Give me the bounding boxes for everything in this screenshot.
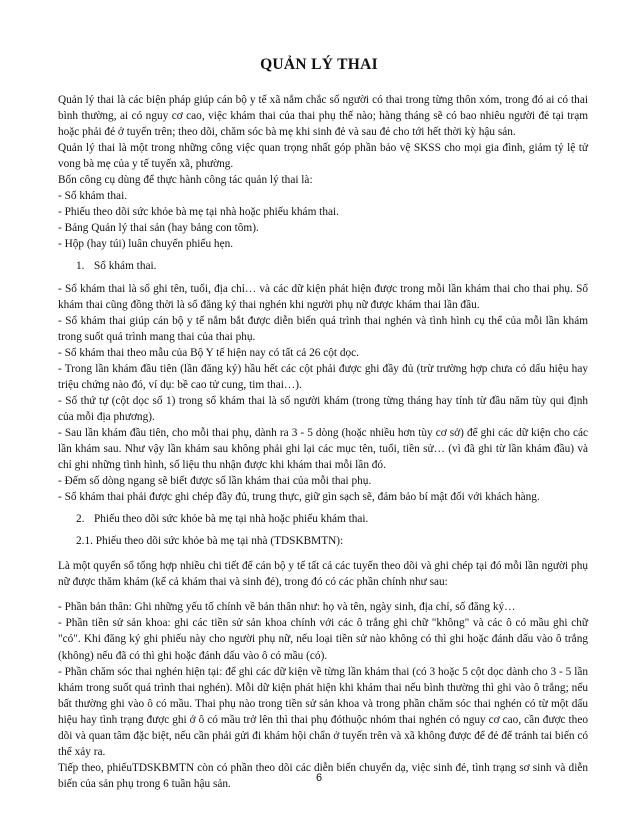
list-item: - Bảng Quản lý thai sản (hay bảng con tôm).	[58, 222, 259, 235]
section-heading	[58, 258, 588, 274]
section-heading	[58, 511, 588, 527]
paragraph: Tiếp theo, phiếuTDSKBMTN còn có phần theo dõi các diễn biến chuyển dạ, việc sinh đẻ, tình trạng sơ sinh và diễn biến của sản phụ trong 6 tuần hậu sản.	[58, 761, 588, 790]
paragraph: - Sổ khám thai phải được ghi chép đầy đủ, trung thực, giữ gìn sạch sẽ, đảm bảo bí mật đối với khách hàng.	[58, 491, 540, 504]
list-item: - Phiếu theo dõi sức khỏe bà mẹ tại nhà hoặc phiếu khám thai.	[58, 206, 339, 219]
paragraph: Quản lý thai là một trong những công việc quan trọng nhất góp phần bảo vệ SKSS cho mọi gia đình, giảm tỷ lệ tử vong bà mẹ của y tế tuyến xã, phường.	[58, 142, 588, 171]
paragraph: Là một quyển sổ tổng hợp nhiều chi tiết để cán bộ y tế tất cả các tuyến theo dõi và ghi chép tại đó mỗi lần người phụ nữ được thăm khám (kể cả khám thai và sinh đẻ), trong đó có các phần chính như sau:	[58, 560, 588, 589]
paragraph: - Đếm số dòng ngang sẽ biết được số lần khám thai của mỗi thai phụ.	[58, 475, 372, 488]
paragraph: - Phần bản thân: Ghi những yếu tố chính về bản thân như: họ và tên, ngày sinh, địa chỉ, số đăng ký…	[58, 601, 516, 614]
paragraph: Bốn công cụ dùng để thực hành công tác quản lý thai là:	[58, 174, 313, 187]
section-heading-text: Sổ khám thai.	[94, 260, 157, 273]
subsection-heading: 2.1. Phiếu theo dõi sức khỏe bà mẹ tại nhà (TDSKBMTN):	[76, 535, 344, 548]
paragraph: - Sổ khám thai là sổ ghi tên, tuổi, địa chỉ… và các dữ kiện phát hiện được trong mỗi lần khám thai cho thai phụ. Sổ khám thai cũng đồng thời là sổ đăng ký thai nghén khi người phụ nữ được khám thai lần đầu.	[58, 282, 588, 311]
paragraph: - Số thứ tự (cột dọc số 1) trong sổ khám thai là số người khám (trong từng tháng hay tính từ đầu năm tùy qui định của mỗi địa phương).	[58, 394, 588, 423]
section-number: 2.	[76, 513, 85, 526]
page-number: 6	[315, 772, 323, 784]
page-title: QUẢN LÝ THAI	[260, 56, 378, 73]
section-heading-text: Phiếu theo dõi sức khỏe bà mẹ tại nhà hoặc phiếu khám thai.	[94, 513, 369, 526]
document-body	[58, 92, 588, 792]
paragraph: - Sau lần khám đầu tiên, cho mỗi thai phụ, dành ra 3 - 5 dòng (hoặc nhiều hơn tùy cơ sở) để ghi các dữ kiện cho các lần khám sau. Như vậy lần khám sau không phải ghi lại các mục tên, tuổi, tiền sử… (vì đã ghi từ lần khám đầu) và chỉ ghi những tình hình, số liệu thu nhận được khi khám thai mỗi lần đó.	[58, 426, 588, 472]
list-item: - Hộp (hay túi) luân chuyển phiếu hẹn.	[58, 238, 234, 251]
paragraph: - Sổ khám thai theo mẫu của Bộ Y tế hiện nay có tất cả 26 cột dọc.	[58, 346, 359, 359]
paragraph: - Sổ khám thai giúp cán bộ y tế nắm bắt được diễn biến quá trình thai nghén và tình hình cụ thể của mỗi lần khám trong suốt quá trình mang thai của thai phụ.	[58, 314, 588, 343]
section-number: 1.	[76, 260, 85, 273]
paragraph: Quản lý thai là các biện pháp giúp cán bộ y tế xã nắm chắc số người có thai trong từng thôn xóm, trong đó ai có thai bình thường, ai có nguy cơ cao, việc khám thai của thai phụ thế nào; hàng tháng sẽ có bao nhiêu người đẻ tại trạm hoặc phải đẻ ở tuyến trên; theo dõi, chăm sóc bà mẹ khi sinh đẻ và sau đẻ cho tới hết thời kỳ hậu sản.	[58, 94, 588, 139]
paragraph: - Trong lần khám đầu tiên (lần đăng ký) hầu hết các cột phải được ghi đầy đủ (trừ trường hợp chưa có dấu hiệu hay triệu chứng nào đó, ví dụ: bề cao tử cung, tim thai…).	[58, 362, 588, 391]
paragraph: - Phần tiền sử sản khoa: ghi các tiền sử sản khoa chính với các ô trắng ghi chữ "không" và các ô có mầu ghi chữ "có". Khi đăng ký ghi phiếu này cho người phụ nữ, nếu loại tiền sử nào không có thì ghi hoặc đánh dấu vào ô trắng (không) nếu đã có thì ghi hoặc đánh dấu vào ô có mầu (có).	[58, 617, 588, 662]
list-item: - Sổ khám thai.	[58, 190, 128, 203]
paragraph: - Phần chăm sóc thai nghén hiện tại: để ghi các dữ kiện về từng lần khám thai (có 3 hoặc 5 cột dọc dành cho 3 - 5 lần khám trong suốt quá trình thai nghén). Mỗi dữ kiện phát hiện khi khám thai nếu bình thường thì ghi vào ô trắng; nếu bất thường ghi vào ô có mầu. Thai phụ nào trong tiền sử sản khoa và trong phần chăm sóc thai nghén có từ một dấu hiệu hay tình trạng được ghi ở ô có mầu trở lên thì thai phụ đóthuộc nhóm thai nghén có nguy cơ cao, cần được theo dõi và quan tâm đặc biệt, nếu cần phải gửi đi khám hội chẩn ở tuyến trên và xã không được để đẻ để tránh tai biến có thể xảy ra.	[58, 665, 588, 758]
